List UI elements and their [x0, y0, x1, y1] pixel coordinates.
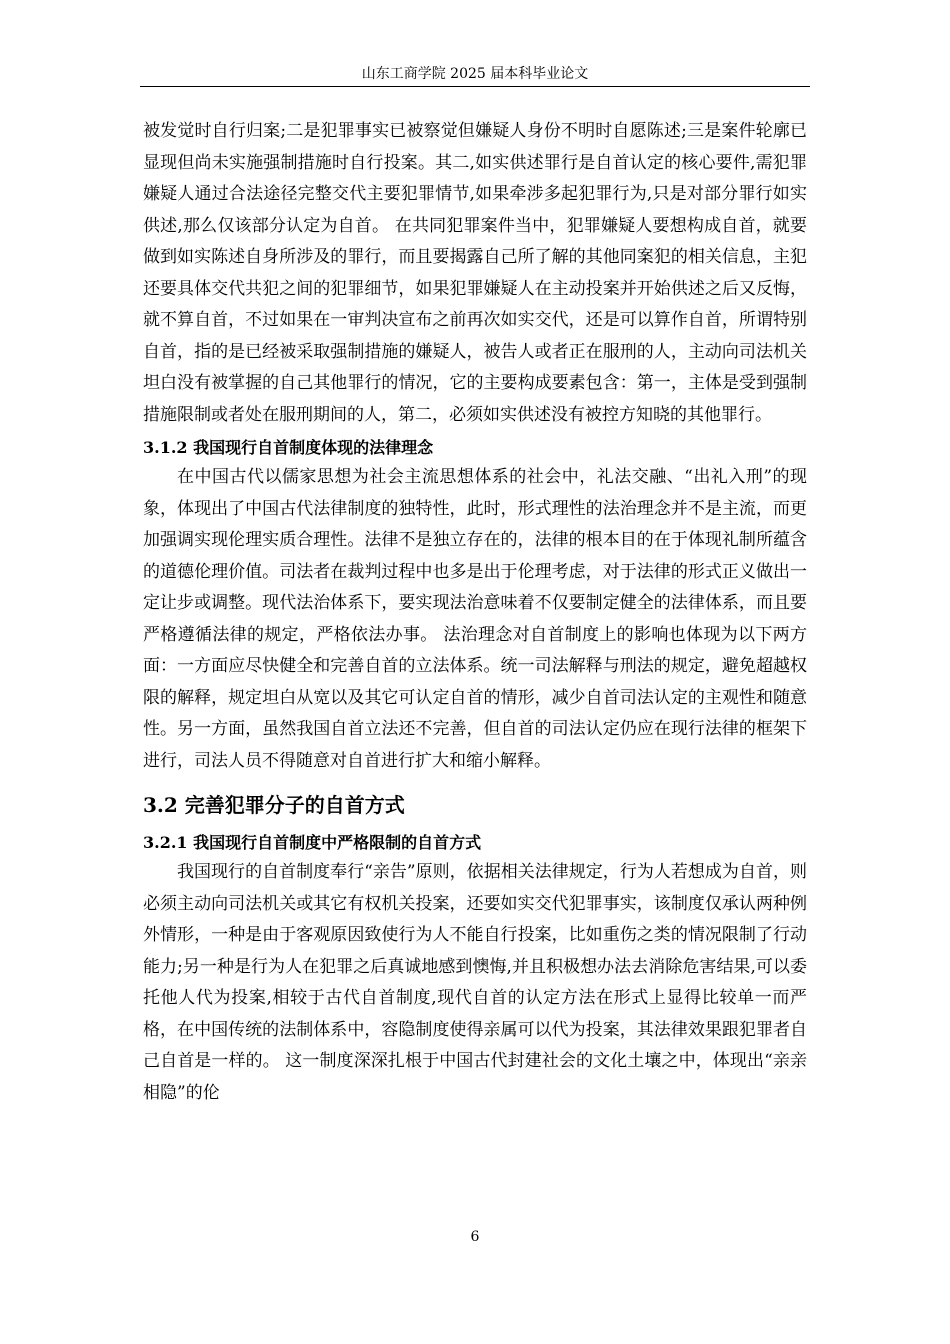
section-heading-3-1-2: 3.1.2 我国现行自首制度体现的法律理念	[143, 438, 434, 457]
page-number: 6	[470, 1229, 480, 1245]
paragraph-legal-philosophy: 在中国古代以儒家思想为社会主流思想体系的社会中，礼法交融、“出礼入刑”的现象，体现出了中国古代法律制度的独特性，此时，形式理性的法治理念并不是主流，而更加强调实现伦理实质合理性。法律不是独立存在的，法律的根本目的在于体现礼制所蕴含的道德伦理价值。司法者在裁判过程中也多是出于伦理考虑，对于法律的形式正义做出一定让步或调整。现代法治体系下，要实现法治意味着不仅要制定健全的法律体系，而且要严格遵循法律的规定，严格依法办事。 法治理念对自首制度上的影响也体现为以下两方面：一方面应尽快健全和完善自首的立法体系。统一司法解释与刑法的规定，避免超越权限的解释，规定坦白从宽以及其它可认定自首的情形，减少自首司法认定的主观性和随意性。另一方面，虽然我国自首立法还不完善，但自首的司法认定仍应在现行法律的框架下进行，司法人员不得随意对自首进行扩大和缩小解释。	[143, 467, 807, 771]
section-heading-3-2-1: 3.2.1 我国现行自首制度中严格限制的自首方式	[143, 833, 482, 852]
paragraph-surrender-methods: 我国现行的自首制度奉行“亲告”原则，依据相关法律规定，行为人若想成为自首，则必须主动向司法机关或其它有权机关投案，还要如实交代犯罪事实，该制度仅承认两种例外情形，一种是由于客观原因致使行为人不能自行投案，比如重伤之类的情况限制了行动能力;另一种是行为人在犯罪之后真诚地感到懊悔,并且积极想办法去消除危害结果,可以委托他人代为投案,相较于古代自首制度,现代自首的认定方法在形式上显得比较单一而严格，在中国传统的法制体系中，容隐制度使得亲属可以代为投案，其法律效果跟犯罪者自己自首是一样的。 这一制度深深扎根于中国古代封建社会的文化土壤之中，体现出“亲亲相隐”的伦	[143, 862, 807, 1103]
section-heading-3-2: 3.2 完善犯罪分子的自首方式	[143, 793, 405, 817]
header-divider	[140, 86, 810, 87]
running-header: 山东工商学院 2025 届本科毕业论文	[361, 66, 589, 82]
page-body	[143, 116, 807, 1109]
paragraph-continuation: 被发觉时自行归案;二是犯罪事实已被察觉但嫌疑人身份不明时自愿陈述;三是案件轮廓已显现但尚未实施强制措施时自行投案。其二,如实供述罪行是自首认定的核心要件,需犯罪嫌疑人通过合法途径完整交代主要犯罪情节,如果牵涉多起犯罪行为,只是对部分罪行如实供述,那么仅该部分认定为自首。 在共同犯罪案件当中，犯罪嫌疑人要想构成自首，就要做到如实陈述自身所涉及的罪行，而且要揭露自己所了解的其他同案犯的相关信息，主犯还要具体交代共犯之间的犯罪细节，如果犯罪嫌疑人在主动投案并开始供述之后又反悔，就不算自首，不过如果在一审判决宣布之前再次如实交代，还是可以算作自首，所谓特别自首，指的是已经被采取强制措施的嫌疑人，被告人或者正在服刑的人，主动向司法机关坦白没有被掌握的自己其他罪行的情况，它的主要构成要素包含：第一，主体是受到强制措施限制或者处在服刑期间的人，第二，必须如实供述没有被控方知晓的其他罪行。	[143, 121, 807, 425]
